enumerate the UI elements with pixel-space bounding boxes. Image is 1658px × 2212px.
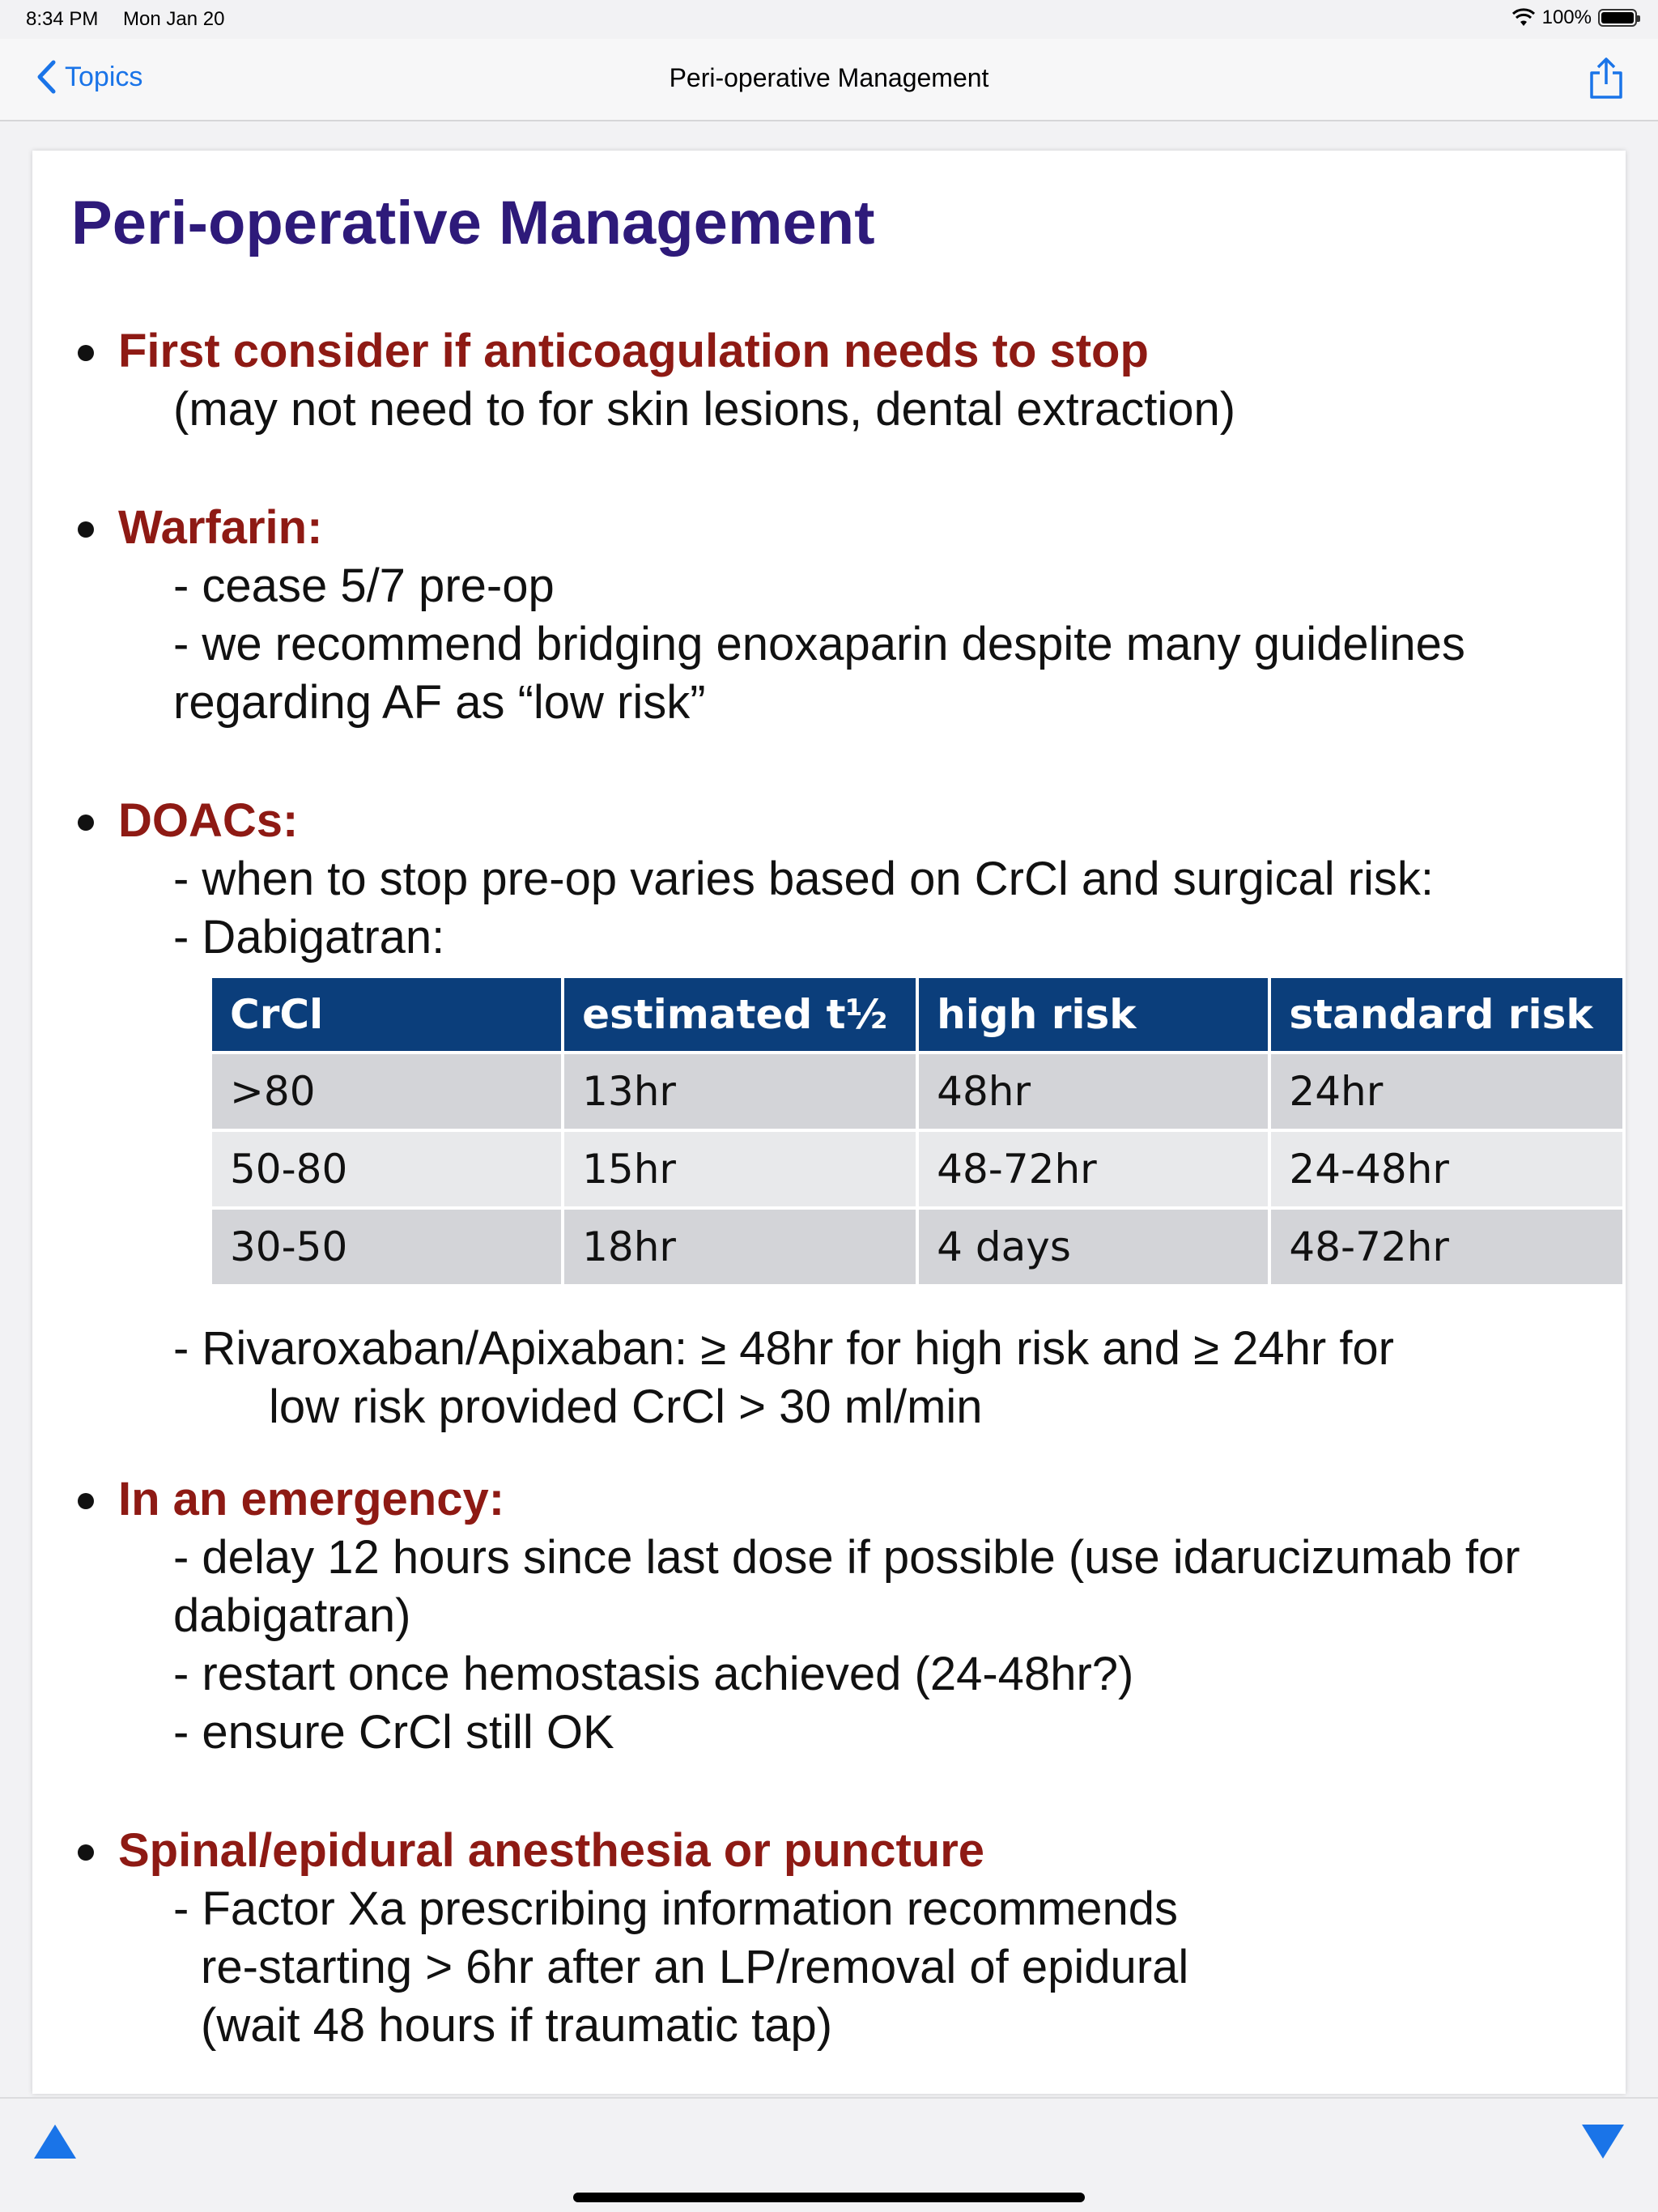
status-date: Mon Jan 20 [123, 8, 225, 30]
table-header-cell: high risk [919, 978, 1268, 1054]
bullet-dot [78, 1844, 94, 1861]
table-cell: 48-72hr [1271, 1210, 1622, 1287]
bullet-body [173, 1529, 1520, 1762]
table-header-row [212, 978, 1622, 1054]
bullet-line: - Rivaroxaban/Apixaban: ≥ 48hr for high risk and ≥ 24hr for [173, 1322, 1394, 1375]
slide [32, 151, 1626, 2094]
nav-title: Peri-operative Management [669, 63, 989, 92]
bullet-line: - ensure CrCl still OK [173, 1706, 614, 1759]
bottom-toolbar [0, 2097, 1658, 2212]
table-row [212, 1054, 1622, 1132]
bullet-dot [78, 1493, 94, 1509]
bullet-dot [78, 815, 94, 831]
table-row [212, 1132, 1622, 1210]
bullet-line: - cease 5/7 pre-op [173, 559, 555, 612]
bullet-line: - delay 12 hours since last dose if possible (use idarucizumab for [173, 1531, 1520, 1584]
bullet-line: - Dabigatran: [173, 911, 445, 963]
table-cell: 48-72hr [919, 1132, 1268, 1210]
bullet-heading: DOACs: [118, 794, 299, 847]
back-label: Topics [65, 61, 143, 92]
table-cell: 48hr [919, 1054, 1268, 1132]
bullet-body [173, 850, 1434, 967]
table-cell: 24-48hr [1271, 1132, 1622, 1210]
bullet-warfarin [78, 499, 1465, 732]
bullet-body [173, 557, 1465, 732]
status-bar [0, 0, 1658, 39]
bullet-line: re-starting > 6hr after an LP/removal of epidural [201, 1941, 1189, 1993]
battery-percent: 100% [1541, 6, 1592, 28]
doacs-after-table [78, 1320, 1394, 1436]
table-cell: 30-50 [212, 1210, 561, 1287]
status-right [1511, 6, 1637, 29]
bullet-dot [78, 521, 94, 538]
table-cell: 24hr [1271, 1054, 1622, 1132]
bullet-heading: Warfarin: [118, 501, 323, 554]
bullet-line: (wait 48 hours if traumatic tap) [201, 1999, 833, 2052]
bullet-line: regarding AF as “low risk” [173, 676, 706, 729]
bullet-line: - Factor Xa prescribing information recommends [173, 1882, 1179, 1935]
table-header-cell: standard risk [1271, 978, 1622, 1054]
bullet-spinal [78, 1822, 1188, 2055]
status-time: 8:34 PM [26, 8, 99, 30]
table-header-cell: CrCl [212, 978, 561, 1054]
bullet-line: - we recommend bridging enoxaparin despite many guidelines [173, 618, 1465, 670]
table-cell: 50-80 [212, 1132, 561, 1210]
bullet-heading: First consider if anticoagulation needs to stop [118, 325, 1149, 377]
table-row [212, 1210, 1622, 1287]
nav-bar [0, 39, 1658, 121]
bullet-body [173, 1320, 1394, 1436]
bullet-doacs [78, 792, 1434, 967]
bullet-line: (may not need to for skin lesions, dental extraction) [173, 383, 1236, 436]
share-icon[interactable] [1587, 57, 1626, 100]
bullet-line: low risk provided CrCl > 30 ml/min [269, 1380, 983, 1433]
table-header-cell: estimated t½ [564, 978, 916, 1054]
battery-icon [1598, 9, 1637, 27]
bullet-body [173, 1880, 1188, 2055]
bullet-line: - restart once hemostasis achieved (24-48hr?) [173, 1648, 1134, 1700]
dabigatran-table [209, 978, 1626, 1287]
bullet-line: dabigatran) [173, 1589, 411, 1642]
bullet-heading: In an emergency: [118, 1473, 505, 1525]
previous-page-icon[interactable] [32, 2123, 78, 2160]
table-cell: 13hr [564, 1054, 916, 1132]
slide-title: Peri-operative Management [71, 189, 875, 257]
bullet-dot [78, 345, 94, 361]
bullet-emergency [78, 1470, 1520, 1762]
bullet-line: - when to stop pre-op varies based on CrCl and surgical risk: [173, 853, 1435, 905]
home-indicator[interactable] [573, 2193, 1085, 2202]
wifi-icon [1511, 8, 1536, 28]
table-cell: 18hr [564, 1210, 916, 1287]
bullet-body [173, 381, 1235, 439]
bullet-anticoagulation [78, 322, 1235, 439]
table-cell: 15hr [564, 1132, 916, 1210]
table-cell: >80 [212, 1054, 561, 1132]
table-cell: 4 days [919, 1210, 1268, 1287]
bullet-heading: Spinal/epidural anesthesia or puncture [118, 1824, 985, 1877]
next-page-icon[interactable] [1580, 2123, 1626, 2160]
